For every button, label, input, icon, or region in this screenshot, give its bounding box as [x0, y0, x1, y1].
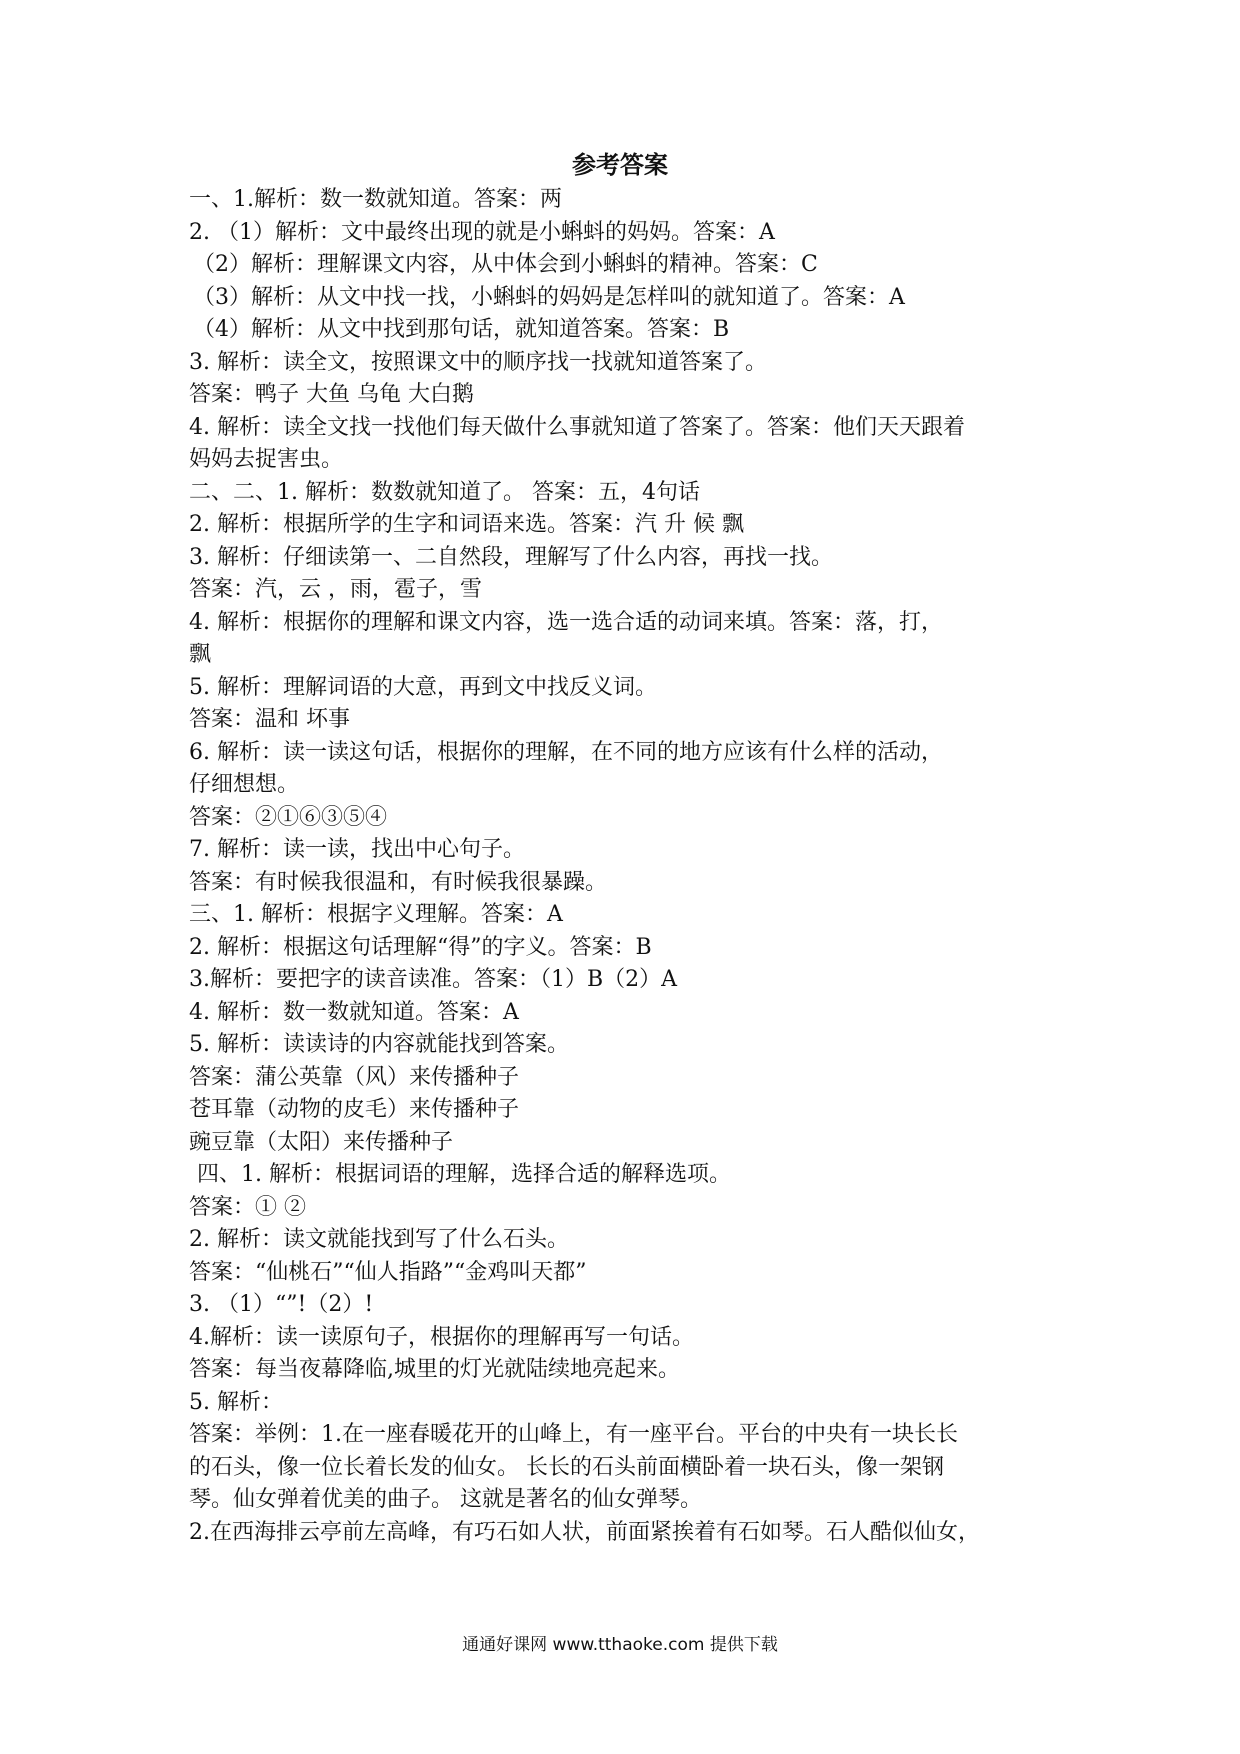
answer-line: 3. 解析：仔细读第一、二自然段，理解写了什么内容，再找一找。 [189, 544, 833, 570]
answer-line: 6. 解析：读一读这句话，根据你的理解，在不同的地方应该有什么样的活动， [189, 739, 943, 765]
answer-line: 2. 解析：根据所学的生字和词语来选。答案：汽 升 候 飘 [189, 512, 744, 537]
answer-line: 5. 解析：理解词语的大意，再到文中找反义词。 [189, 674, 657, 700]
answer-line: 答案：汽，云 ，雨，雹子，雪 [189, 577, 482, 602]
answer-line: 三、1. 解析：根据字义理解。答案：A [189, 902, 563, 927]
answer-line: （4）解析：从文中找到那句话，就知道答案。答案：B [193, 317, 730, 342]
answer-line: 一、1.解析：数一数就知道。答案：两 [189, 187, 562, 212]
answer-line: 豌豆靠（太阳）来传播种子 [189, 1129, 454, 1155]
answer-line: 2.在西海排云亭前左高峰，有巧石如人状，前面紧挨着有石如琴。石人酷似仙女， [189, 1519, 980, 1545]
answer-line: 答案：温和 坏事 [189, 707, 350, 732]
answer-line: 答案：每当夜幕降临,城里的灯光就陆续地亮起来。 [189, 1357, 680, 1382]
answer-line: 答案：②①⑥③⑤④ [189, 804, 388, 830]
answer-body [189, 184, 1059, 1549]
answer-line: 2. 解析：读文就能找到写了什么石头。 [189, 1227, 569, 1252]
answer-line: 苍耳靠（动物的皮毛）来传播种子 [189, 1097, 520, 1122]
answer-line: 琴。仙女弹着优美的曲子。 这就是著名的仙女弹琴。 [189, 1487, 702, 1512]
answer-line: 妈妈去捉害虫。 [189, 447, 344, 472]
answer-line: （2）解析：理解课文内容，从中体会到小蝌蚪的精神。答案：C [193, 252, 818, 277]
answer-line: 2. 解析：根据这句话理解“得”的字义。答案：B [189, 934, 652, 960]
answer-line: 答案：“仙桃石”“仙人指路”“金鸡叫天都” [189, 1259, 587, 1285]
answer-line: 3. 解析：读全文，按照课文中的顺序找一找就知道答案了。 [189, 349, 767, 375]
answer-line: 答案：举例：1.在一座春暖花开的山峰上，有一座平台。平台的中央有一块长长 [189, 1422, 958, 1447]
answer-line: 7. 解析：读一读，找出中心句子。 [189, 837, 525, 862]
answer-line: 4. 解析：根据你的理解和课文内容，选一选合适的动词来填。答案：落，打， [189, 609, 943, 635]
answer-line: 答案：有时候我很温和，有时候我很暴躁。 [189, 869, 608, 895]
answer-line: 飘 [189, 642, 212, 667]
answer-line: 3. （1）“”!（2）! [189, 1292, 374, 1317]
answer-line: 5. 解析： [189, 1389, 283, 1415]
answer-line: （3）解析：从文中找一找，小蝌蚪的妈妈是怎样叫的就知道了。答案：A [193, 284, 905, 310]
answer-line: 3.解析：要把字的读音读准。答案：（1）B（2）A [189, 967, 678, 992]
answer-line: 答案：鸭子 大鱼 乌龟 大白鹅 [189, 382, 474, 407]
answer-line: 2. （1）解析：文中最终出现的就是小蝌蚪的妈妈。答案：A [189, 219, 775, 245]
answer-line: 答案：① ② [189, 1194, 306, 1220]
answer-line: 4. 解析：读全文找一找他们每天做什么事就知道了答案了。答案：他们天天跟着 [189, 414, 965, 440]
answer-line: 仔细想想。 [189, 772, 300, 797]
page-footer: 通通好课网 www.tthaoke.com 提供下载 [462, 1635, 778, 1655]
answer-line: 5. 解析：读读诗的内容就能找到答案。 [189, 1032, 569, 1057]
answer-line: 的石头，像一位长着长发的仙女。 长长的石头前面横卧着一块石头，像一架钢 [189, 1454, 944, 1480]
answer-line: 答案：蒲公英靠（风）来传播种子 [189, 1064, 520, 1090]
answer-line: 4. 解析：数一数就知道。答案：A [189, 999, 519, 1025]
answer-line: 4.解析：读一读原句子，根据你的理解再写一句话。 [189, 1324, 694, 1350]
answer-line: 四、1. 解析：根据词语的理解，选择合适的解释选项。 [197, 1162, 731, 1187]
page-title: 参考答案 [572, 150, 668, 179]
answer-line: 二、二、1. 解析：数数就知道了。 答案：五，4句话 [189, 479, 700, 505]
